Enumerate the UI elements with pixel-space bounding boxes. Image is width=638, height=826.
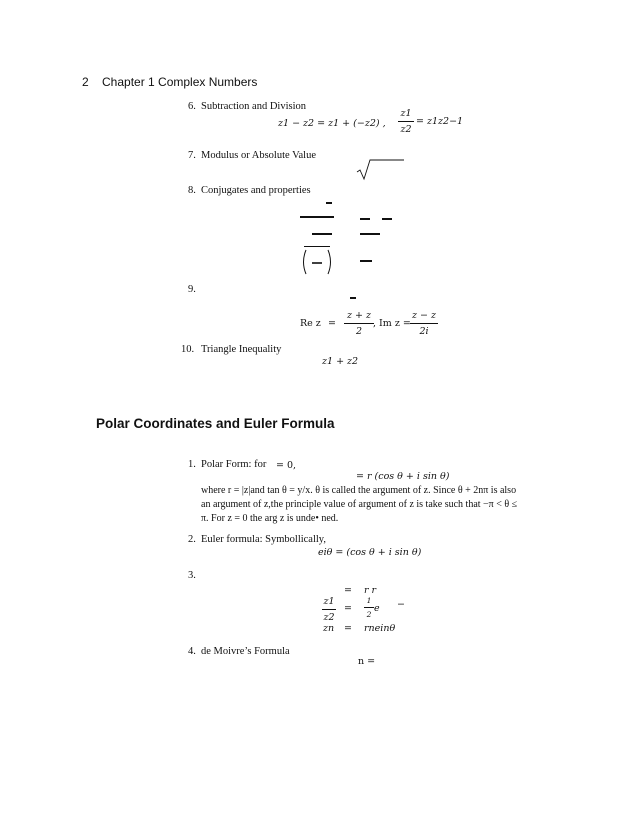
real-part-fraction bbox=[344, 310, 374, 337]
fraction-denominator: 2 bbox=[355, 326, 363, 337]
polar-form-formula: = r (cos θ + i sin θ) bbox=[356, 471, 450, 482]
power-rhs: rneinθ bbox=[364, 623, 396, 634]
conjugate-bar bbox=[300, 216, 334, 218]
list-item-label: Euler formula: Symbollically, bbox=[201, 534, 327, 545]
imag-part-fraction bbox=[410, 310, 438, 337]
equals-sign: = bbox=[328, 318, 336, 329]
power-lhs: zn bbox=[323, 623, 335, 634]
list-item-label: Modulus or Absolute Value bbox=[201, 150, 317, 161]
equals-sign: = bbox=[344, 623, 352, 634]
list-item-label: Subtraction and Division bbox=[201, 101, 306, 112]
fraction-numerator: z + z bbox=[346, 310, 371, 321]
euler-formula: eiθ = (cos θ + i sin θ) bbox=[318, 547, 422, 558]
fraction-numerator: z1 bbox=[400, 108, 412, 119]
square-root-sign bbox=[356, 158, 406, 182]
triangle-inequality-formula: z1 + z2 bbox=[322, 356, 359, 367]
conjugate-bar bbox=[350, 297, 356, 299]
list-item-number: 10. bbox=[181, 344, 195, 355]
conjugate-bar bbox=[326, 202, 332, 204]
equals-sign: = bbox=[344, 585, 352, 596]
list-item-number: 2. bbox=[188, 534, 196, 545]
section-title: Polar Coordinates and Euler Formula bbox=[96, 416, 335, 431]
conjugate-bar bbox=[304, 246, 330, 247]
polar-explanation-line: an argument of z,the principle value of argument of z is take such that −π < θ ≤ bbox=[201, 499, 518, 510]
running-header: Chapter 1 Complex Numbers bbox=[102, 75, 258, 89]
fraction-bar bbox=[364, 607, 374, 608]
polar-explanation-line: π. For z = 0 the arg z is unde• ned. bbox=[201, 513, 339, 524]
conjugate-bar bbox=[360, 233, 380, 235]
quotient-fraction bbox=[322, 596, 336, 623]
fraction-bar bbox=[398, 121, 414, 122]
de-moivre-formula: n = bbox=[358, 656, 376, 667]
list-item-number: 8. bbox=[188, 185, 196, 196]
polar-condition: = 0, bbox=[276, 460, 297, 471]
fraction-denominator: 2i bbox=[419, 326, 429, 337]
quotient-tail: − bbox=[397, 599, 405, 610]
fraction-bar bbox=[344, 323, 374, 324]
division-fraction bbox=[398, 108, 414, 135]
real-part-lhs: Re z bbox=[300, 318, 321, 329]
list-item-label: Triangle Inequality bbox=[201, 344, 282, 355]
product-rhs: r r bbox=[364, 585, 377, 596]
subtraction-formula: z1 − z2 = z1 + (−z2) , bbox=[278, 118, 386, 129]
division-rhs: = z1z2−1 bbox=[416, 116, 464, 127]
list-item-number: 1. bbox=[188, 459, 196, 470]
fraction-numerator: z1 bbox=[323, 596, 335, 607]
list-item-number: 4. bbox=[188, 646, 196, 657]
conjugate-bar bbox=[360, 218, 370, 220]
fraction-denominator: 2 bbox=[366, 610, 372, 619]
list-item-number: 7. bbox=[188, 150, 196, 161]
equals-sign: = bbox=[344, 603, 352, 614]
fraction-bar bbox=[322, 609, 336, 610]
list-item-label: Conjugates and properties bbox=[201, 185, 311, 196]
conjugate-bar bbox=[382, 218, 392, 220]
quotient-exponential: e bbox=[374, 603, 380, 614]
fraction-denominator: z2 bbox=[400, 124, 412, 135]
list-item-label: Polar Form: for bbox=[201, 459, 267, 470]
list-item-number: 9. bbox=[188, 284, 196, 295]
fraction-numerator: z − z bbox=[411, 310, 436, 321]
imag-part-lhs: , Im z = bbox=[373, 318, 411, 329]
fraction-bar bbox=[410, 323, 438, 324]
page-number: 2 bbox=[82, 75, 89, 89]
fraction-numerator: 1 bbox=[366, 596, 372, 605]
parenthesized-conjugate bbox=[300, 248, 334, 276]
list-item-number: 6. bbox=[188, 101, 196, 112]
conjugate-bar bbox=[312, 233, 332, 235]
quotient-rhs-fraction bbox=[364, 596, 374, 619]
fraction-denominator: z2 bbox=[323, 612, 335, 623]
polar-explanation-line: where r = |z|and tan θ = y/x. θ is called the argument of z. Since θ + 2nπ is also bbox=[201, 485, 517, 496]
conjugate-bar bbox=[360, 260, 372, 262]
list-item-number: 3. bbox=[188, 570, 196, 581]
list-item-label: de Moivre’s Formula bbox=[201, 646, 290, 657]
